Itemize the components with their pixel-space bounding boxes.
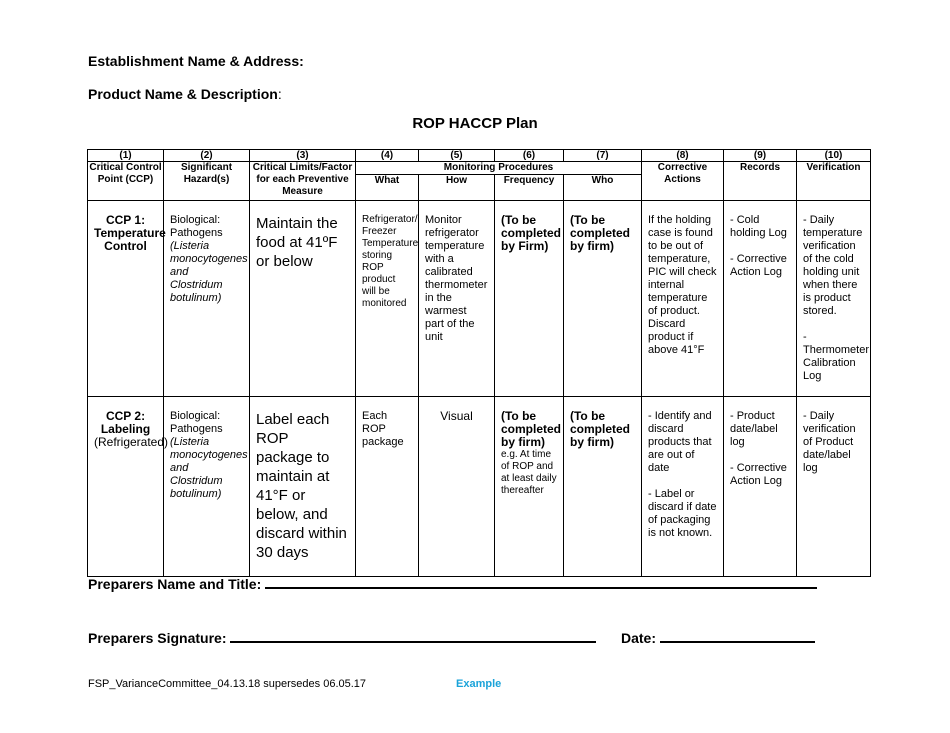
preparer-signature-label: Preparers Signature: <box>88 630 227 646</box>
records-line: - Corrective Action Log <box>730 253 787 278</box>
date-label: Date: <box>621 630 657 646</box>
frequency-cell <box>495 201 564 397</box>
who-cell: (To be completed by firm) <box>564 201 642 397</box>
header-row <box>88 162 871 175</box>
frequency-text: (To be completed by Firm) <box>501 213 562 253</box>
corrective-line: - Identify and discard products that are out of date <box>648 410 712 474</box>
ccp-subtitle: (Refrigerated) <box>94 435 169 449</box>
critical-limit-cell: Label each ROP package to maintain at 41°F or below, and discard within 30 days <box>250 397 356 577</box>
hazard-cell <box>164 397 250 577</box>
verification-line: - Daily temperature verification of the cold holding unit when there is product stored. <box>803 214 863 317</box>
header-corrective: Corrective Actions <box>642 162 724 201</box>
header-hazards: Significant Hazard(s) <box>164 162 250 201</box>
plan-title: ROP HACCP Plan <box>412 115 538 132</box>
col-number-1: (1) <box>88 150 164 162</box>
preparer-name-line[interactable] <box>265 587 817 589</box>
frequency-text: (To be completed by firm) <box>501 409 562 449</box>
date-field <box>621 630 815 646</box>
ccp-cell: CCP 1: Temperature Control <box>88 201 164 397</box>
establishment-label: Establishment Name & Address: <box>88 53 304 69</box>
product-label-colon: : <box>277 86 282 102</box>
hazard-cell <box>164 201 250 397</box>
hazard-pathogen-names: (Listeria monocytogenes and Clostridum botulinum) <box>170 436 248 500</box>
corrective-cell <box>642 397 724 577</box>
verification-line: - Daily verification of Product date/label log <box>803 410 856 474</box>
header-how: How <box>419 175 495 201</box>
col-number-5: (5) <box>419 150 495 162</box>
records-line: - Product date/label log <box>730 410 778 448</box>
table-row <box>88 397 871 577</box>
col-number-7: (7) <box>564 150 642 162</box>
preparer-name-field <box>88 576 817 592</box>
col-number-3: (3) <box>250 150 356 162</box>
column-number-row <box>88 150 871 162</box>
header-frequency: Frequency <box>495 175 564 201</box>
preparer-signature-field <box>88 630 596 646</box>
header-monitoring: Monitoring Procedures <box>356 162 642 175</box>
hazard-text: Biological: Pathogens <box>170 214 223 239</box>
records-cell <box>724 397 797 577</box>
col-number-10: (10) <box>797 150 871 162</box>
col-number-6: (6) <box>495 150 564 162</box>
header-limits: Critical Limits/Factor for each Preventive Measure <box>250 162 356 201</box>
preparer-name-label: Preparers Name and Title: <box>88 576 262 592</box>
col-number-2: (2) <box>164 150 250 162</box>
records-line: - Corrective Action Log <box>730 462 787 487</box>
header-records: Records <box>724 162 797 201</box>
table-row <box>88 201 871 397</box>
header-ccp: Critical Control Point (CCP) <box>88 162 164 201</box>
footer-doc-id: FSP_VarianceCommittee_04.13.18 supersedes 06.05.17 <box>88 678 367 690</box>
frequency-note: e.g. At time of ROP and at least daily thereafter <box>501 449 557 496</box>
how-cell: Monitor refrigerator temperature with a calibrated thermometer in the warmest part of the unit <box>419 201 495 397</box>
corrective-line: - Label or discard if date of packaging is not known. <box>648 488 717 539</box>
what-cell: Refrigerator/ Freezer Temperature storing ROP product will be monitored <box>356 201 419 397</box>
hazard-text: Biological: Pathogens <box>170 410 223 435</box>
verification-line: - Thermometer Calibration Log <box>803 331 870 382</box>
col-number-8: (8) <box>642 150 724 162</box>
ccp-cell <box>88 397 169 577</box>
verification-cell <box>797 397 871 577</box>
how-cell: Visual <box>419 397 495 577</box>
corrective-cell <box>642 201 724 397</box>
date-line[interactable] <box>660 641 815 643</box>
ccp-title: CCP 2: Labeling <box>100 409 151 436</box>
product-label <box>88 86 282 102</box>
header-who: Who <box>564 175 642 201</box>
header-what: What <box>356 175 419 201</box>
frequency-cell <box>495 397 564 577</box>
example-label: Example <box>456 678 502 690</box>
verification-cell <box>797 201 871 397</box>
what-cell: Each ROP package <box>356 397 419 577</box>
preparer-signature-line[interactable] <box>230 641 596 643</box>
col-number-4: (4) <box>356 150 419 162</box>
hazard-pathogen-names: (Listeria monocytogenes and Clostridum botulinum) <box>170 240 248 304</box>
who-cell: (To be completed by firm) <box>564 397 642 577</box>
product-label-text: Product Name & Description <box>88 86 278 102</box>
corrective-line: If the holding case is found to be out of temperature, PIC will check internal temperature of product. Discard product if above 41°F <box>648 214 717 356</box>
haccp-table <box>87 149 871 577</box>
records-cell <box>724 201 797 397</box>
col-number-9: (9) <box>724 150 797 162</box>
records-line: - Cold holding Log <box>730 214 787 239</box>
critical-limit-cell: Maintain the food at 41ºF or below <box>250 201 356 397</box>
header-verification: Verification <box>797 162 871 201</box>
